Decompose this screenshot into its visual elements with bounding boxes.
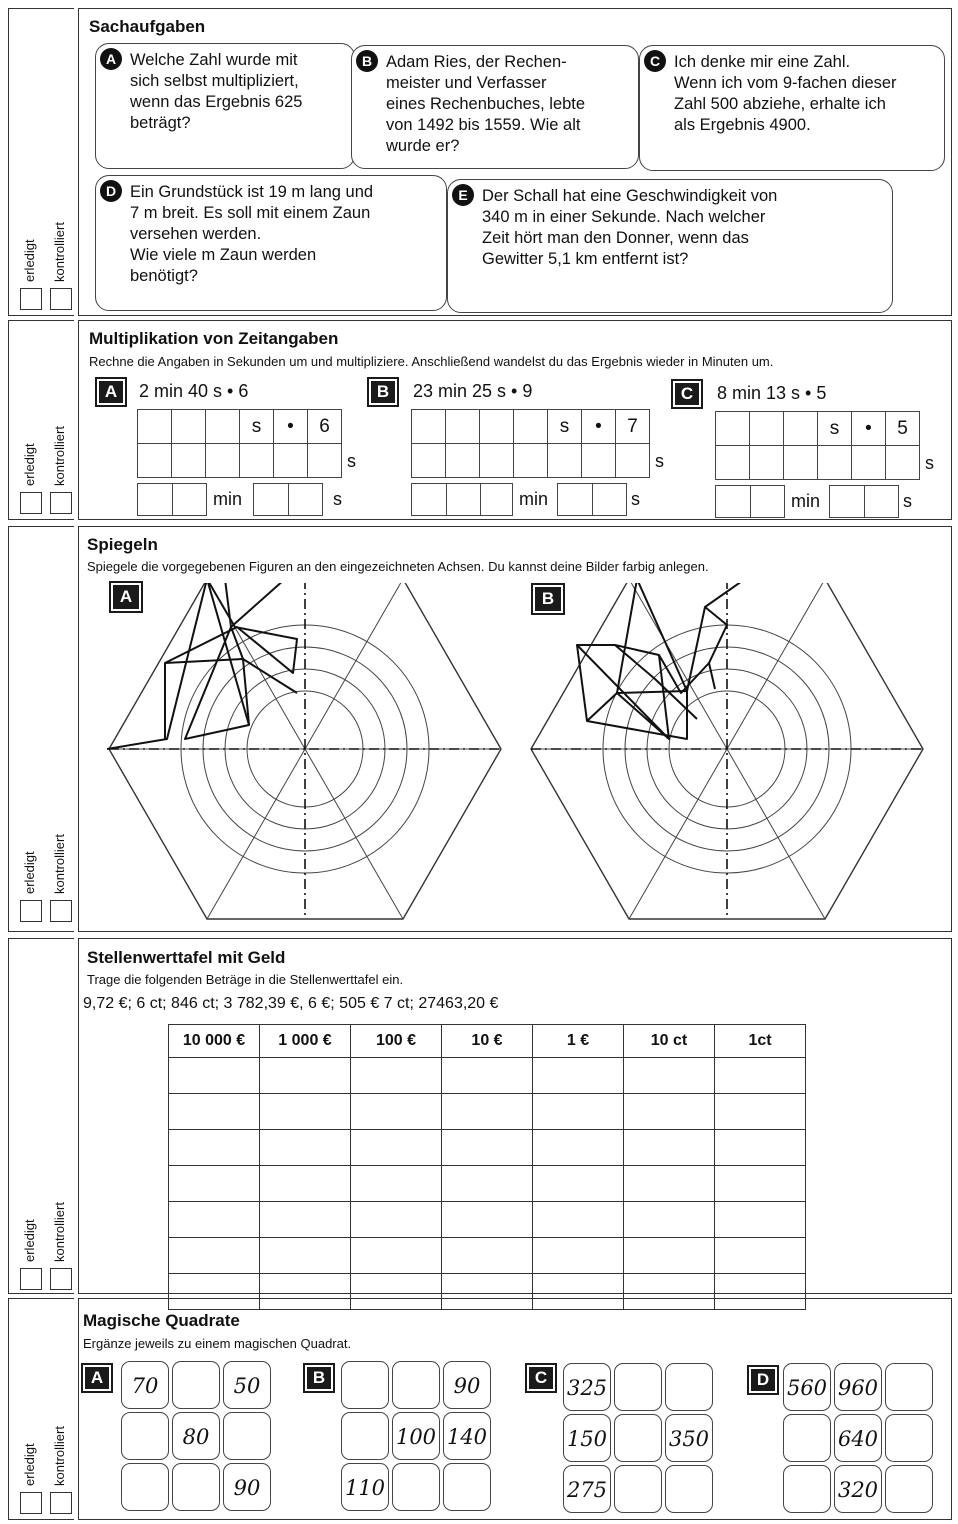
checked-label: kontrolliert xyxy=(52,1202,67,1262)
done-checkbox[interactable] xyxy=(20,288,42,310)
cell[interactable] xyxy=(614,1465,662,1513)
col-header: 100 € xyxy=(351,1025,442,1058)
cell[interactable] xyxy=(614,1414,662,1462)
cell[interactable]: 320 xyxy=(834,1465,882,1513)
table-cell[interactable] xyxy=(442,1130,533,1166)
checked-checkbox[interactable] xyxy=(50,900,72,922)
section-zeitangaben xyxy=(78,320,952,520)
task-a xyxy=(95,43,355,169)
cell[interactable] xyxy=(341,1361,389,1409)
label-c: C xyxy=(671,379,703,409)
label-a: A xyxy=(109,581,143,613)
checked-checkbox[interactable] xyxy=(50,1492,72,1514)
cell[interactable] xyxy=(121,1412,169,1460)
cell[interactable]: 140 xyxy=(443,1412,491,1460)
cell[interactable] xyxy=(885,1363,933,1411)
cell[interactable] xyxy=(172,1361,220,1409)
task-letter: D xyxy=(100,180,122,202)
task-letter: B xyxy=(356,50,378,72)
label-a: A xyxy=(81,1363,113,1393)
cell[interactable] xyxy=(783,1465,831,1513)
checked-checkbox[interactable] xyxy=(50,1268,72,1290)
side-strip-2 xyxy=(8,320,74,520)
calc-grid-c xyxy=(715,411,920,480)
section-spiegeln xyxy=(78,526,952,932)
task-line: von 1492 bis 1559. Wie alt xyxy=(386,116,581,134)
done-label: erledigt xyxy=(22,851,37,894)
table-cell[interactable] xyxy=(260,1094,351,1130)
task-line: Zeit hört man den Donner, wenn das xyxy=(482,229,749,247)
checked-checkbox[interactable] xyxy=(50,492,72,514)
cell[interactable]: 80 xyxy=(172,1412,220,1460)
task-line: Ich denke mir eine Zahl. xyxy=(674,53,851,71)
checked-label: kontrolliert xyxy=(52,1426,67,1486)
table-cell[interactable] xyxy=(260,1238,351,1274)
done-checkbox[interactable] xyxy=(20,900,42,922)
done-label: erledigt xyxy=(22,443,37,486)
task-line: 7 m breit. Es soll mit einem Zaun xyxy=(130,204,371,222)
task-line: wenn das Ergebnis 625 xyxy=(130,93,303,111)
spoke-line xyxy=(727,583,825,749)
table-cell[interactable] xyxy=(624,1130,715,1166)
unit-s: s xyxy=(818,412,852,446)
cell[interactable]: 640 xyxy=(834,1414,882,1462)
task-line: Wie viele m Zaun werden xyxy=(130,246,317,264)
cell[interactable]: 90 xyxy=(443,1361,491,1409)
task-line: wurde er? xyxy=(386,137,460,155)
table-cell[interactable] xyxy=(624,1058,715,1094)
spoke-line xyxy=(305,583,403,749)
table-cell[interactable] xyxy=(624,1238,715,1274)
min-answer-box[interactable] xyxy=(715,485,785,518)
table-cell[interactable] xyxy=(624,1166,715,1202)
label-d: D xyxy=(747,1365,779,1395)
figure-line xyxy=(165,583,249,739)
spoke-line xyxy=(305,749,403,919)
task-line: versehen werden. xyxy=(130,225,262,243)
task-line: eines Rechenbuches, lebte xyxy=(386,95,586,113)
label-b: B xyxy=(303,1363,335,1393)
table-cell[interactable] xyxy=(715,1238,806,1274)
task-line: Ein Grundstück ist 19 m lang und xyxy=(130,183,374,201)
col-header: 10 ct xyxy=(624,1025,715,1058)
cell[interactable]: 960 xyxy=(834,1363,882,1411)
unit-s: s xyxy=(548,410,582,444)
task-letter: C xyxy=(644,50,666,72)
table-cell[interactable] xyxy=(442,1094,533,1130)
table-cell[interactable] xyxy=(715,1130,806,1166)
table-cell[interactable] xyxy=(442,1058,533,1094)
unit-s: s xyxy=(347,451,356,471)
times-sign: • xyxy=(274,410,308,444)
task-line: Wenn ich vom 9-fachen dieser xyxy=(674,74,897,92)
instruction: Rechne die Angaben in Sekunden um und multipliziere. Anschließend wandelst du das Ergebnis wieder in Minuten um. xyxy=(89,354,774,369)
table-cell[interactable] xyxy=(442,1202,533,1238)
table-row xyxy=(169,1130,806,1166)
section-magische-quadrate xyxy=(78,1298,952,1520)
task-line: sich selbst multipliziert, xyxy=(130,72,299,90)
cell[interactable]: 90 xyxy=(223,1463,271,1511)
table-cell[interactable] xyxy=(715,1202,806,1238)
cell[interactable] xyxy=(443,1463,491,1511)
task-c xyxy=(639,45,945,171)
cell[interactable]: 110 xyxy=(341,1463,389,1511)
cell[interactable]: 560 xyxy=(783,1363,831,1411)
place-value-table xyxy=(168,1024,806,1310)
instruction: Ergänze jeweils zu einem magischen Quadrat. xyxy=(83,1336,352,1351)
cell[interactable] xyxy=(665,1465,713,1513)
cell[interactable]: 275 xyxy=(563,1465,611,1513)
side-strip-5 xyxy=(8,1298,74,1520)
figure-line xyxy=(659,655,669,739)
cell[interactable]: 150 xyxy=(563,1414,611,1462)
col-header: 1ct xyxy=(715,1025,806,1058)
expression-b: 23 min 25 s • 9 xyxy=(413,381,533,401)
task-line: benötigt? xyxy=(130,267,198,285)
spoke-line xyxy=(629,749,727,919)
col-header: 10 € xyxy=(442,1025,533,1058)
table-cell[interactable] xyxy=(260,1130,351,1166)
table-cell[interactable] xyxy=(351,1130,442,1166)
task-line: 340 m in einer Sekunde. Nach welcher xyxy=(482,208,766,226)
unit-s: s xyxy=(631,489,640,509)
checked-checkbox[interactable] xyxy=(50,288,72,310)
times-sign: • xyxy=(852,412,886,446)
label-a: A xyxy=(95,377,127,407)
unit-min: min xyxy=(213,489,243,509)
sec-answer-box[interactable] xyxy=(253,483,323,516)
task-e xyxy=(447,179,893,313)
section-title: Multiplikation von Zeitangaben xyxy=(89,329,339,348)
table-cell[interactable] xyxy=(533,1238,624,1274)
table-cell[interactable] xyxy=(715,1058,806,1094)
cell[interactable] xyxy=(885,1414,933,1462)
factor: 6 xyxy=(308,410,342,444)
table-cell[interactable] xyxy=(169,1202,260,1238)
section-title: Magische Quadrate xyxy=(83,1311,240,1330)
cell[interactable]: 325 xyxy=(563,1363,611,1411)
table-cell[interactable] xyxy=(260,1058,351,1094)
cell[interactable] xyxy=(341,1412,389,1460)
task-line: Der Schall hat eine Geschwindigkeit von xyxy=(482,187,778,205)
unit-s: s xyxy=(655,451,664,471)
table-cell[interactable] xyxy=(260,1202,351,1238)
table-cell[interactable] xyxy=(442,1166,533,1202)
cell[interactable]: 350 xyxy=(665,1414,713,1462)
hexagon-grid-a[interactable] xyxy=(107,583,507,923)
table-row xyxy=(169,1166,806,1202)
done-label: erledigt xyxy=(22,1443,37,1486)
expression-a: 2 min 40 s • 6 xyxy=(139,381,249,401)
cell[interactable] xyxy=(223,1412,271,1460)
sec-answer-box[interactable] xyxy=(829,485,899,518)
task-line: meister und Verfasser xyxy=(386,74,547,92)
section-sachaufgaben xyxy=(78,8,952,316)
calc-grid-b xyxy=(411,409,650,478)
task-line: als Ergebnis 4900. xyxy=(674,116,811,134)
section-title: Stellenwerttafel mit Geld xyxy=(87,948,286,967)
cell[interactable] xyxy=(665,1363,713,1411)
cell[interactable] xyxy=(614,1363,662,1411)
times-sign: • xyxy=(582,410,616,444)
table-cell[interactable] xyxy=(169,1238,260,1274)
unit-s: s xyxy=(333,489,342,509)
table-cell[interactable] xyxy=(169,1166,260,1202)
min-answer-box[interactable] xyxy=(411,483,513,516)
task-line: Zahl 500 abziehe, erhalte ich xyxy=(674,95,886,113)
cell[interactable]: 50 xyxy=(223,1361,271,1409)
table-cell[interactable] xyxy=(715,1094,806,1130)
unit-min: min xyxy=(791,491,821,511)
unit-s: s xyxy=(240,410,274,444)
done-label: erledigt xyxy=(22,239,37,282)
cell[interactable]: 70 xyxy=(121,1361,169,1409)
task-line: Gewitter 5,1 km entfernt ist? xyxy=(482,250,689,268)
table-cell[interactable] xyxy=(351,1058,442,1094)
figure-line xyxy=(705,583,745,607)
calc-grid-a xyxy=(137,409,342,478)
table-cell[interactable] xyxy=(533,1130,624,1166)
done-checkbox[interactable] xyxy=(20,1492,42,1514)
instruction: Spiegele die vorgegebenen Figuren an den eingezeichneten Achsen. Du kannst deine Bilder farbig anlegen. xyxy=(87,559,709,574)
task-line: Adam Ries, der Rechen- xyxy=(386,53,567,71)
instruction: Trage die folgenden Beträge in die Stellenwerttafel ein. xyxy=(87,972,404,987)
table-cell[interactable] xyxy=(533,1166,624,1202)
factor: 5 xyxy=(886,412,920,446)
table-cell[interactable] xyxy=(351,1094,442,1130)
unit-min: min xyxy=(519,489,549,509)
spoke-line xyxy=(207,749,305,919)
table-cell[interactable] xyxy=(533,1058,624,1094)
sec-answer-box[interactable] xyxy=(557,483,627,516)
table-cell[interactable] xyxy=(715,1166,806,1202)
spoke-line xyxy=(727,749,825,919)
expression-c: 8 min 13 s • 5 xyxy=(717,383,827,403)
task-letter: E xyxy=(452,184,474,206)
table-cell[interactable] xyxy=(169,1130,260,1166)
cell[interactable] xyxy=(172,1463,220,1511)
cell[interactable] xyxy=(392,1361,440,1409)
checked-label: kontrolliert xyxy=(52,426,67,486)
factor: 7 xyxy=(616,410,650,444)
table-cell[interactable] xyxy=(533,1202,624,1238)
cell[interactable] xyxy=(121,1463,169,1511)
spoke-line xyxy=(629,583,727,749)
table-cell[interactable] xyxy=(351,1238,442,1274)
checked-label: kontrolliert xyxy=(52,222,67,282)
table-cell[interactable] xyxy=(442,1238,533,1274)
table-cell[interactable] xyxy=(533,1094,624,1130)
label-b: B xyxy=(367,377,399,407)
table-cell[interactable] xyxy=(169,1058,260,1094)
table-row xyxy=(169,1094,806,1130)
section-title: Sachaufgaben xyxy=(89,17,206,36)
done-checkbox[interactable] xyxy=(20,492,42,514)
min-answer-box[interactable] xyxy=(137,483,207,516)
spoke-line xyxy=(207,583,305,749)
task-line: beträgt? xyxy=(130,114,191,132)
cell[interactable] xyxy=(885,1465,933,1513)
col-header: 1 000 € xyxy=(260,1025,351,1058)
table-cell[interactable] xyxy=(351,1166,442,1202)
unit-s: s xyxy=(925,453,934,473)
task-letter: A xyxy=(100,48,122,70)
table-cell[interactable] xyxy=(169,1094,260,1130)
label-c: C xyxy=(525,1363,557,1393)
task-line: Welche Zahl wurde mit xyxy=(130,51,298,69)
table-row xyxy=(169,1058,806,1094)
table-cell[interactable] xyxy=(624,1202,715,1238)
figure-line xyxy=(107,583,297,749)
amounts-list: 9,72 €; 6 ct; 846 ct; 3 782,39 €, 6 €; 505 € 7 ct; 27463,20 € xyxy=(83,995,499,1012)
table-cell[interactable] xyxy=(351,1202,442,1238)
task-b xyxy=(351,45,639,169)
table-cell[interactable] xyxy=(624,1094,715,1130)
unit-s: s xyxy=(903,491,912,511)
hexagon-grid-b[interactable] xyxy=(529,583,929,923)
label-b: B xyxy=(531,583,565,615)
cell[interactable]: 100 xyxy=(392,1412,440,1460)
section-title: Spiegeln xyxy=(87,535,158,554)
cell[interactable] xyxy=(783,1414,831,1462)
col-header: 1 € xyxy=(533,1025,624,1058)
table-cell[interactable] xyxy=(260,1166,351,1202)
done-label: erledigt xyxy=(22,1219,37,1262)
done-checkbox[interactable] xyxy=(20,1268,42,1290)
cell[interactable] xyxy=(392,1463,440,1511)
checked-label: kontrolliert xyxy=(52,834,67,894)
table-row xyxy=(169,1202,806,1238)
col-header: 10 000 € xyxy=(169,1025,260,1058)
table-row xyxy=(169,1238,806,1274)
task-d xyxy=(95,175,447,311)
